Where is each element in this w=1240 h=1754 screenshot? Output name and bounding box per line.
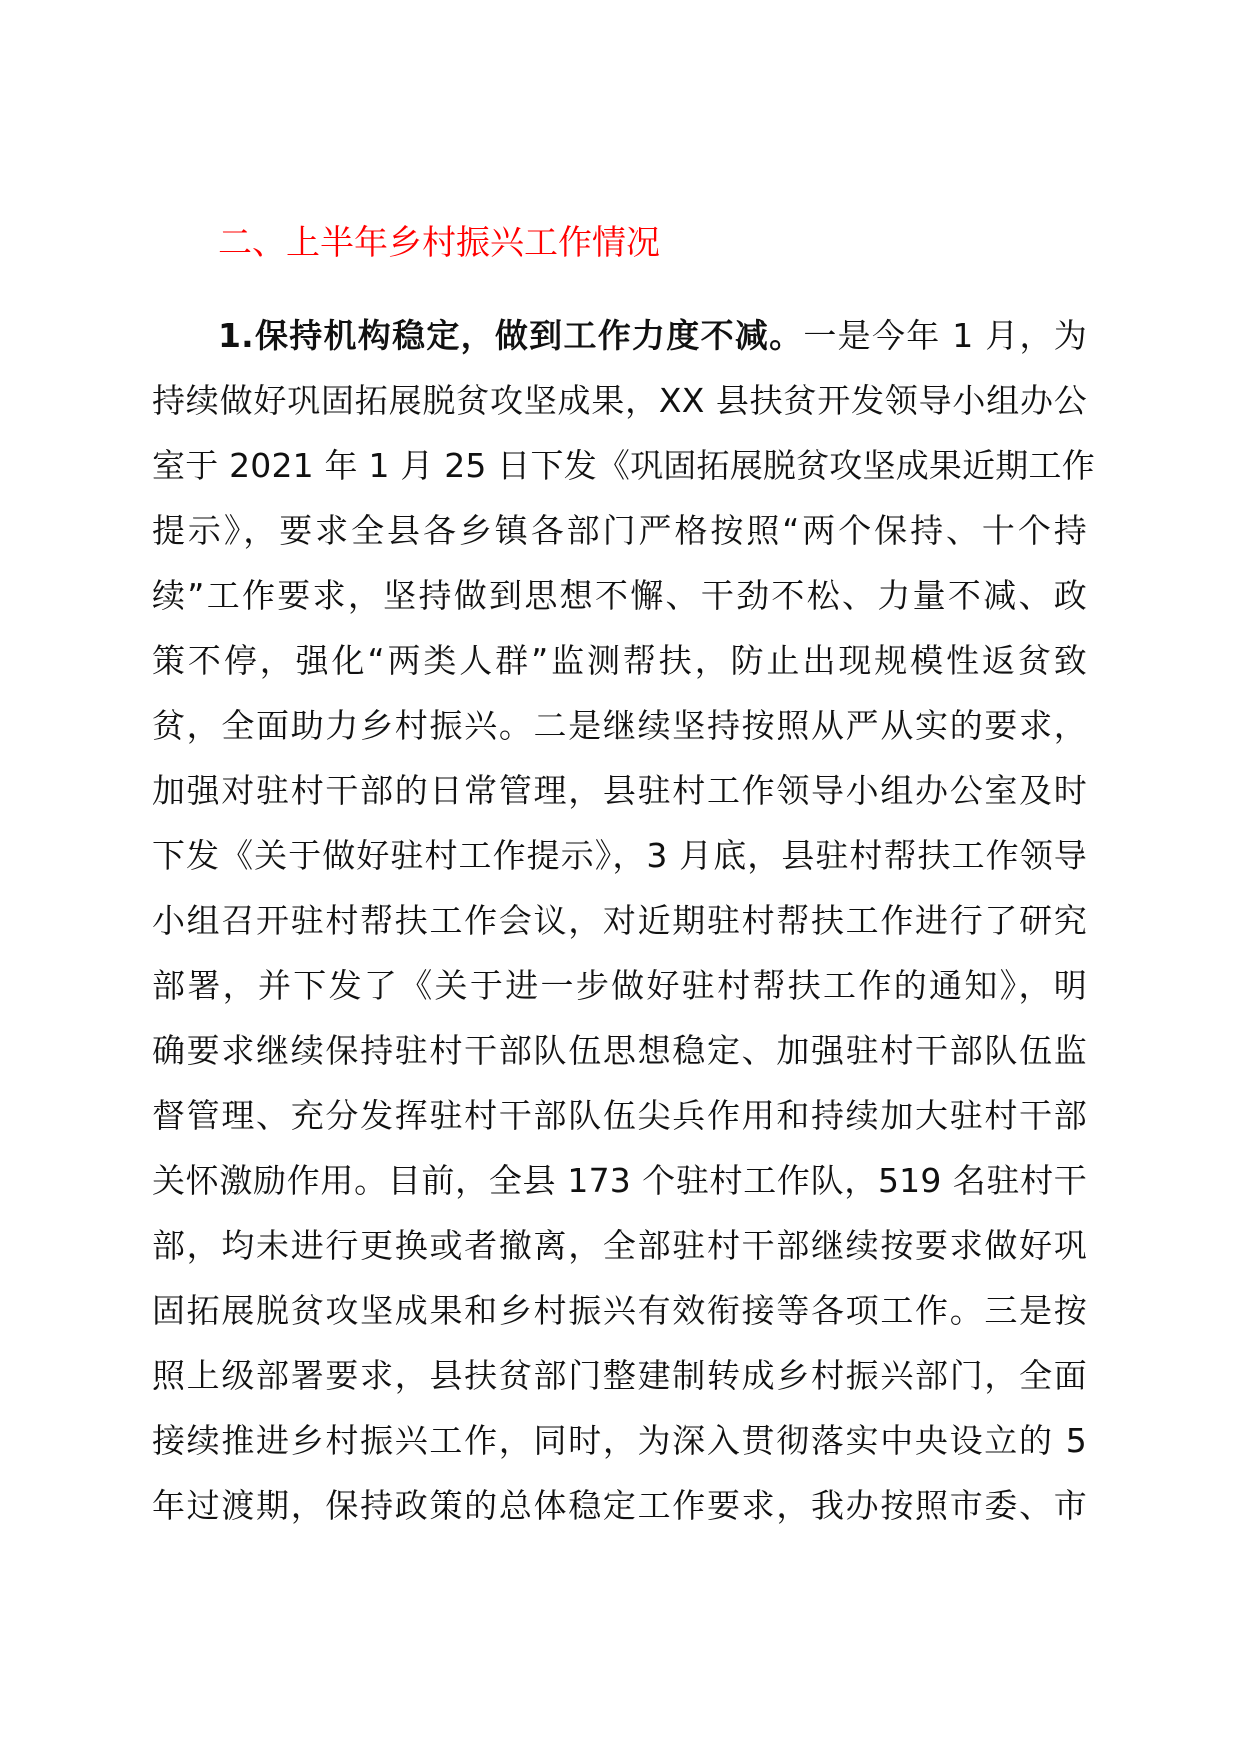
paragraph-line: 提示》，要求全县各乡镇各部门严格按照“两个保持、十个持 — [152, 511, 1087, 550]
paragraph-line: 固拓展脱贫攻坚成果和乡村振兴有效衔接等各项工作。三是按 — [152, 1291, 1087, 1330]
paragraph-line: 续”工作要求，坚持做到思想不懈、干劲不松、力量不减、政 — [152, 576, 1087, 615]
paragraph-line: 关怀激励作用。目前，全县 173 个驻村工作队，519 名驻村干 — [152, 1161, 1087, 1200]
paragraph-line: 下发《关于做好驻村工作提示》，3 月底，县驻村帮扶工作领导 — [152, 836, 1087, 875]
paragraph-line-text: 一是今年 1 月，为 — [803, 316, 1087, 355]
paragraph-line: 照上级部署要求，县扶贫部门整建制转成乡村振兴部门，全面 — [152, 1356, 1087, 1395]
paragraph-line: 贫，全面助力乡村振兴。二是继续坚持按照从严从实的要求， — [152, 706, 1087, 745]
paragraph-line: 小组召开驻村帮扶工作会议，对近期驻村帮扶工作进行了研究 — [152, 901, 1087, 940]
paragraph-lead-bold: 1.保持机构稳定，做到工作力度不减。 — [218, 316, 804, 355]
paragraph-line: 部署，并下发了《关于进一步做好驻村帮扶工作的通知》，明 — [152, 966, 1087, 1005]
paragraph-line: 督管理、充分发挥驻村干部队伍尖兵作用和持续加大驻村干部 — [152, 1096, 1087, 1135]
paragraph-line: 接续推进乡村振兴工作，同时，为深入贯彻落实中央设立的 5 — [152, 1421, 1087, 1460]
paragraph-line: 持续做好巩固拓展脱贫攻坚成果，XX 县扶贫开发领导小组办公 — [152, 381, 1087, 420]
section-heading: 二、上半年乡村振兴工作情况 — [218, 223, 660, 263]
body-paragraph — [152, 303, 1095, 1538]
paragraph-line: 确要求继续保持驻村干部队伍思想稳定、加强驻村干部队伍监 — [152, 1031, 1087, 1070]
paragraph-line: 部，均未进行更换或者撤离，全部驻村干部继续按要求做好巩 — [152, 1226, 1087, 1265]
paragraph-line: 年过渡期，保持政策的总体稳定工作要求，我办按照市委、市 — [152, 1486, 1087, 1525]
paragraph-line — [152, 303, 1087, 368]
paragraph-line: 加强对驻村干部的日常管理，县驻村工作领导小组办公室及时 — [152, 771, 1087, 810]
paragraph-line: 室于 2021 年 1 月 25 日下发《巩固拓展脱贫攻坚成果近期工作 — [152, 446, 1095, 485]
paragraph-line: 策不停，强化“两类人群”监测帮扶，防止出现规模性返贫致 — [152, 641, 1087, 680]
